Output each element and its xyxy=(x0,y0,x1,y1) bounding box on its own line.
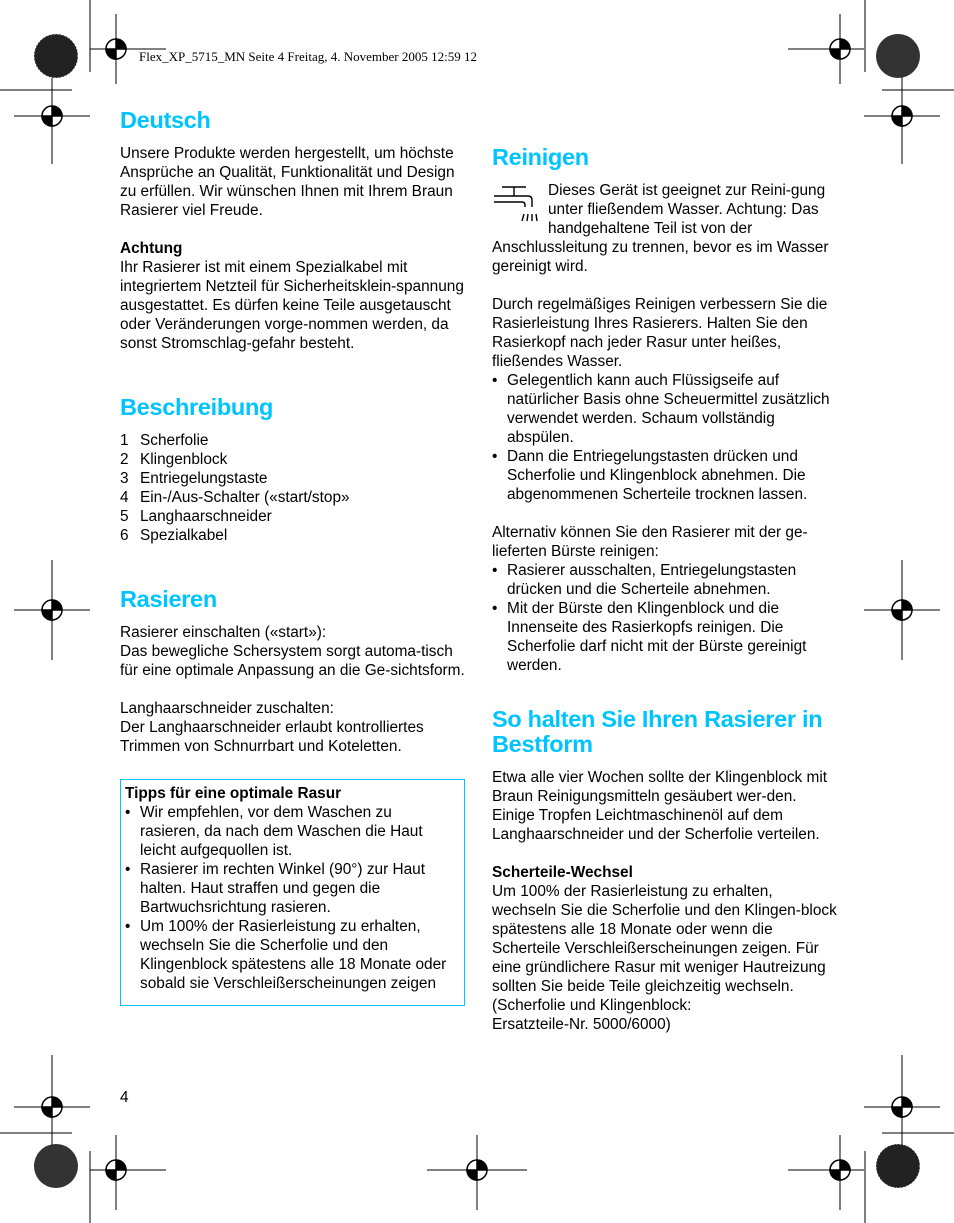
rasieren-lead-2: Langhaarschneider zuschalten: xyxy=(120,700,334,717)
right-column xyxy=(492,145,837,1034)
water-tap-icon xyxy=(492,183,542,225)
list-item: • Rasierer ausschalten, Entriegelungstasten drücken und die Scherteile abnehmen. xyxy=(492,561,837,599)
left-column xyxy=(120,108,465,1006)
reinigen-paragraph-1: Dieses Gerät ist geeignet zur Reini-gung unter fließendem Wasser. Achtung: Das handgehaltene Teil ist von der Anschlussleitung zu trennen, bevor es im Wasser gereinigt wird. xyxy=(492,182,829,275)
bestform-paragraph-1: Etwa alle vier Wochen sollte der Klingenblock mit Braun Reinigungsmitteln gesäubert wer-den. Einige Tropfen Leichtmaschinenöl auf dem Langhaarschneider und der Scherfolie verteilen. xyxy=(492,769,828,843)
list-item: • Rasierer im rechten Winkel (90°) zur Haut halten. Haut straffen und gegen die Bartwuchsrichtung rasieren. xyxy=(125,860,450,917)
list-item: 2 Klingenblock xyxy=(120,451,228,468)
reinigen-list-1 xyxy=(492,371,837,504)
bestform-paragraph-2: Um 100% der Rasierleistung zu erhalten, wechseln Sie die Scherfolie und den Klingen-block spätestens alle 18 Monate oder wenn die Scherteile Verschleißerscheinungen zeigen. Für eine gründlichere Rasur mit weniger Hautreizung sollten Sie beide Teile gleichzeitig wechseln. xyxy=(492,883,837,995)
list-item: 6 Spezialkabel xyxy=(120,527,228,544)
list-item: • Gelegentlich kann auch Flüssigseife auf natürlicher Basis ohne Scheuermittel zusätzlich verwendet werden. Schaum vollständig abspülen. xyxy=(492,371,837,447)
bestform-paragraph-3: (Scherfolie und Klingenblock: xyxy=(492,997,692,1014)
list-item: • Dann die Entriegelungstasten drücken und Scherfolie und Klingenblock abnehmen. Die abgenommenen Scherteile trocknen lassen. xyxy=(492,447,837,504)
section-title-deutsch: Deutsch xyxy=(120,107,211,133)
rasieren-paragraph-2: Der Langhaarschneider erlaubt kontrolliertes Trimmen von Schnurrbart und Koteletten. xyxy=(120,719,424,755)
warning-title: Achtung xyxy=(120,240,183,257)
list-item: • Um 100% der Rasierleistung zu erhalten, wechseln Sie die Scherfolie und den Klingenblock spätestens alle 18 Monate oder sobald sie Verschleißerscheinungen zeigen xyxy=(125,917,450,993)
list-item: 1 Scherfolie xyxy=(120,432,209,449)
parts-list xyxy=(120,431,465,545)
intro-paragraph: Unsere Produkte werden hergestellt, um höchste Ansprüche an Qualität, Funktionalität und Design zu erfüllen. Wir wünschen Ihnen mit Ihrem Braun Rasierer viel Freude. xyxy=(120,145,455,219)
list-item: 4 Ein-/Aus-Schalter («start/stop» xyxy=(120,489,350,506)
list-item: • Wir empfehlen, vor dem Waschen zu rasieren, da nach dem Waschen die Haut leicht aufgequollen ist. xyxy=(125,803,450,860)
scherteile-title: Scherteile-Wechsel xyxy=(492,864,633,881)
bestform-paragraph-4: Ersatzteile-Nr. 5000/6000) xyxy=(492,1016,671,1033)
reinigen-list-2 xyxy=(492,561,837,675)
section-title-rasieren: Rasieren xyxy=(120,586,217,612)
warning-paragraph: Ihr Rasierer ist mit einem Spezialkabel mit integriertem Netzteil für Sicherheitsklein-spannung ausgestattet. Es dürfen keine Teile ausgetauscht oder Veränderungen vorge-nommen werden, da sonst Stromschlag-gefahr besteht. xyxy=(120,259,464,352)
section-title-reinigen: Reinigen xyxy=(492,144,589,170)
section-title-bestform: So halten Sie Ihren Rasierer in Bestform xyxy=(492,706,823,757)
tips-box xyxy=(120,779,465,1006)
page-number: 4 xyxy=(120,1089,129,1106)
rasieren-paragraph-1: Das bewegliche Schersystem sorgt automa-tisch für eine optimale Anpassung an die Ge-sichtsform. xyxy=(120,643,465,679)
section-title-beschreibung: Beschreibung xyxy=(120,394,274,420)
list-item: 5 Langhaarschneider xyxy=(120,508,272,525)
reinigen-paragraph-3: Alternativ können Sie den Rasierer mit der ge-lieferten Bürste reinigen: xyxy=(492,524,808,560)
tips-title: Tipps für eine optimale Rasur xyxy=(125,785,342,802)
list-item: • Mit der Bürste den Klingenblock und die Innenseite des Rasierkopfs reinigen. Die Scherfolie darf nicht mit der Bürste gereinigt werden. xyxy=(492,599,837,675)
list-item: 3 Entriegelungstaste xyxy=(120,470,268,487)
print-header: Flex_XP_5715_MN Seite 4 Freitag, 4. November 2005 12:59 12 xyxy=(139,49,477,64)
reinigen-paragraph-2: Durch regelmäßiges Reinigen verbessern Sie die Rasierleistung Ihres Rasierers. Halten Sie den Rasierkopf nach jeder Rasur unter heißes, fließendes Wasser. xyxy=(492,296,828,370)
tips-list xyxy=(125,803,450,993)
rasieren-lead-1: Rasierer einschalten («start»): xyxy=(120,624,327,641)
